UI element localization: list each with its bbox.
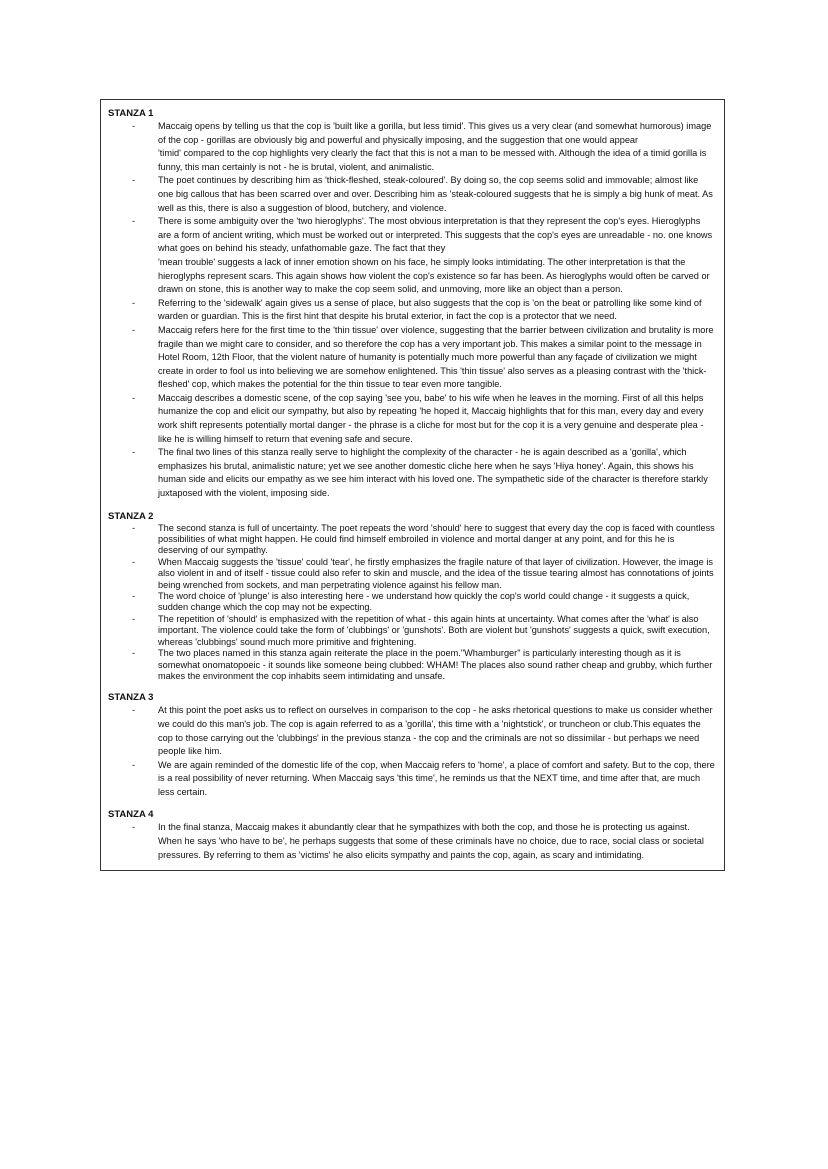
list-item: - The second stanza is full of uncertainty. The poet repeats the word 'should' here to suggest that every day the cop is faced with countless possibilities of what might happen. He could find himself embroiled in violence and mortal danger at any point, and for this he is deserving of our sympathy.: [132, 522, 715, 556]
dash-bullet: -: [132, 822, 136, 833]
stanza-4: [108, 809, 716, 862]
bullet-list: [108, 821, 716, 862]
dash-bullet: -: [132, 556, 136, 567]
list-item: - Maccaig refers here for the first time to the 'thin tissue' over violence, suggesting that the barrier between civilization and brutality is more fragile than we might care to consider, and so therefore the cop has a very important job. This makes a similar point to the message in Hotel Room, 12th Floor, that the violent nature of humanity is potentially much more powerful than any façade of civilization we might create in order to fool us into believing we are somehow enlightened. This 'thin tissue' also serves as a pleasing contrast with the 'thick-fleshed' cop, which makes the potential for the thin tissue to tear even more tangible.: [132, 324, 714, 390]
stanza-title: STANZA 3: [108, 692, 154, 704]
stanza-2: [108, 511, 716, 683]
list-item: - We are again reminded of the domestic life of the cop, when Maccaig refers to 'home', a place of comfort and safety. But to the cop, there is a real possibility of never returning. When Maccaig says 'this time', he reminds us that the NEXT time, and time after that, are much less certain.: [132, 759, 715, 797]
dash-bullet: -: [132, 591, 136, 602]
bullet-list: [108, 120, 716, 501]
dash-bullet: -: [132, 297, 136, 308]
stanza-title: STANZA 4: [108, 809, 154, 821]
list-item: - In the final stanza, Maccaig makes it abundantly clear that he sympathizes with both the cop, and those he is protecting us against. When he says 'who have to be', he perhaps suggests that some of these criminals have no choice, due to race, social class or societal pressures. By referring to them as 'victims' he also elicits sympathy and paints the cop, again, as scary and intimidating.: [132, 822, 704, 860]
notes-box: [100, 99, 725, 871]
dash-bullet: -: [132, 392, 136, 403]
list-item: - When Maccaig suggests the 'tissue' could 'tear', he firstly emphasizes the fragile nature of that layer of civilization. However, the image is also violent in and of itself - tissue could also refer to skin and muscle, and the idea of the tissue tearing almost has connotations of joints being wrenched from sockets, and man perpetrating violence against his fellow man.: [132, 556, 714, 590]
list-item: - The two places named in this stanza again reiterate the place in the poem."Whamburger" is particularly interesting though as it is somewhat onomatopoeic - it sounds like someone being clubbed: WHAM! The places also sound rather cheap and grubby, which further makes the environment the cop inhabits seem intimidating and unsafe.: [132, 648, 713, 681]
stanza-title: STANZA 1: [108, 108, 154, 119]
bullet-list: [108, 523, 716, 683]
dash-bullet: -: [132, 759, 136, 770]
dash-bullet: -: [132, 324, 136, 335]
list-item: - The repetition of 'should' is emphasized with the repetition of what - this again hints at uncertainty. What comes after the 'what' is also important. The violence could take the form of 'clubbings' or 'gunshots'. Both are violent but 'gunshots' suggests a quick, swift execution, whereas 'clubbings' sound much more primitive and frightening.: [132, 613, 710, 647]
list-item: - Referring to the 'sidewalk' again gives us a sense of place, but also suggests that the cop is 'on the beat or patrolling like some kind of warden or guardian. This is the first hint that despite his brutal exterior, in fact the cop is a protector that we need.: [132, 297, 702, 322]
dash-bullet: -: [132, 216, 136, 227]
stanza-3: [108, 692, 716, 799]
list-item: - The poet continues by describing him as 'thick-fleshed, steak-coloured'. By doing so, the cop seems solid and immovable; almost like one big callous that has been scarred over and over. Describing him as 'steak-coloured suggests that he is simply a big hunk of meat. As well as this, there is also a suggestion of blood, butchery, and violence.: [132, 175, 713, 213]
dash-bullet: -: [132, 648, 136, 659]
list-item: - Maccaig opens by telling us that the cop is 'built like a gorilla, but less timid'. This gives us a very clear (and somewhat humorous) image of the cop - gorillas are obviously big and powerful and physically imposing, and the suggestion that one would appear 'timid' compared to the cop highlights very clearly the fact that this is not a man to be messed with. Although the idea of a timid gorilla is funny, this man certainly is not - he is brutal, violent, and animalistic.: [132, 121, 712, 172]
dash-bullet: -: [132, 447, 136, 458]
dash-bullet: -: [132, 522, 136, 533]
bullet-list: [108, 704, 716, 799]
list-item: - At this point the poet asks us to reflect on ourselves in comparison to the cop - he asks rhetorical questions to make us consider whether we could do this man's job. The cop is again referred to as a 'gorilla', this time with a 'nightstick', or truncheon or club.This equates the cop to those carrying out the 'clubbings' in the previous stanza - the cop and the criminals are not so dissimilar - but perhaps we need people like him.: [132, 705, 713, 757]
list-item: - The word choice of 'plunge' is also interesting here - we understand how quickly the cop's world could change - it suggests a quick, sudden change which the cop may not be expecting.: [132, 591, 690, 613]
list-item: - There is some ambiguity over the 'two hieroglyphs'. The most obvious interpretation is that they represent the cop's eyes. Hieroglyphs are a form of ancient writing, which must be worked out or interpreted. This suggests that the cop's eyes are unreadable - no. one knows what goes on behind his steady, unfathomable gaze. The fact that they 'mean trouble' suggests a lack of inner emotion shown on his face, he simply looks intimidating. The other interpretation is that the hieroglyphs represent scars. This again shows how violent the cop's existence so far has been. As hieroglyphs would often be carved or drawn on stone, this is another way to make the cop seem solid, and unmoving, more like an object than a person.: [132, 216, 713, 295]
list-item: - The final two lines of this stanza really serve to highlight the complexity of the character - he is again described as a 'gorilla', which emphasizes his brutal, animalistic nature; yet we see another domestic cliche here when he says 'Hiya honey'. Again, this shows his human side and elicits our empathy as we see him interact with his loved one. The sympathetic side of the character is therefore starkly juxtaposed with the violent, imposing side.: [132, 447, 708, 499]
stanza-title: STANZA 2: [108, 510, 154, 522]
dash-bullet: -: [132, 121, 136, 131]
dash-bullet: -: [132, 705, 136, 716]
stanza-1: [108, 108, 716, 501]
list-item: - Maccaig describes a domestic scene, of the cop saying 'see you, babe' to his wife when he leaves in the morning. First of all this helps humanize the cop and elicit our sympathy, but also by repeating 'he hoped it, Maccaig highlights that for this man, every day and every work shift represents potentially mortal danger - the phrase is a cliche for most but for the cop it is a very genuine and desperate plea - like he is willing himself to return that evening safe and secure.: [132, 392, 704, 444]
dash-bullet: -: [132, 175, 136, 186]
dash-bullet: -: [132, 613, 136, 624]
